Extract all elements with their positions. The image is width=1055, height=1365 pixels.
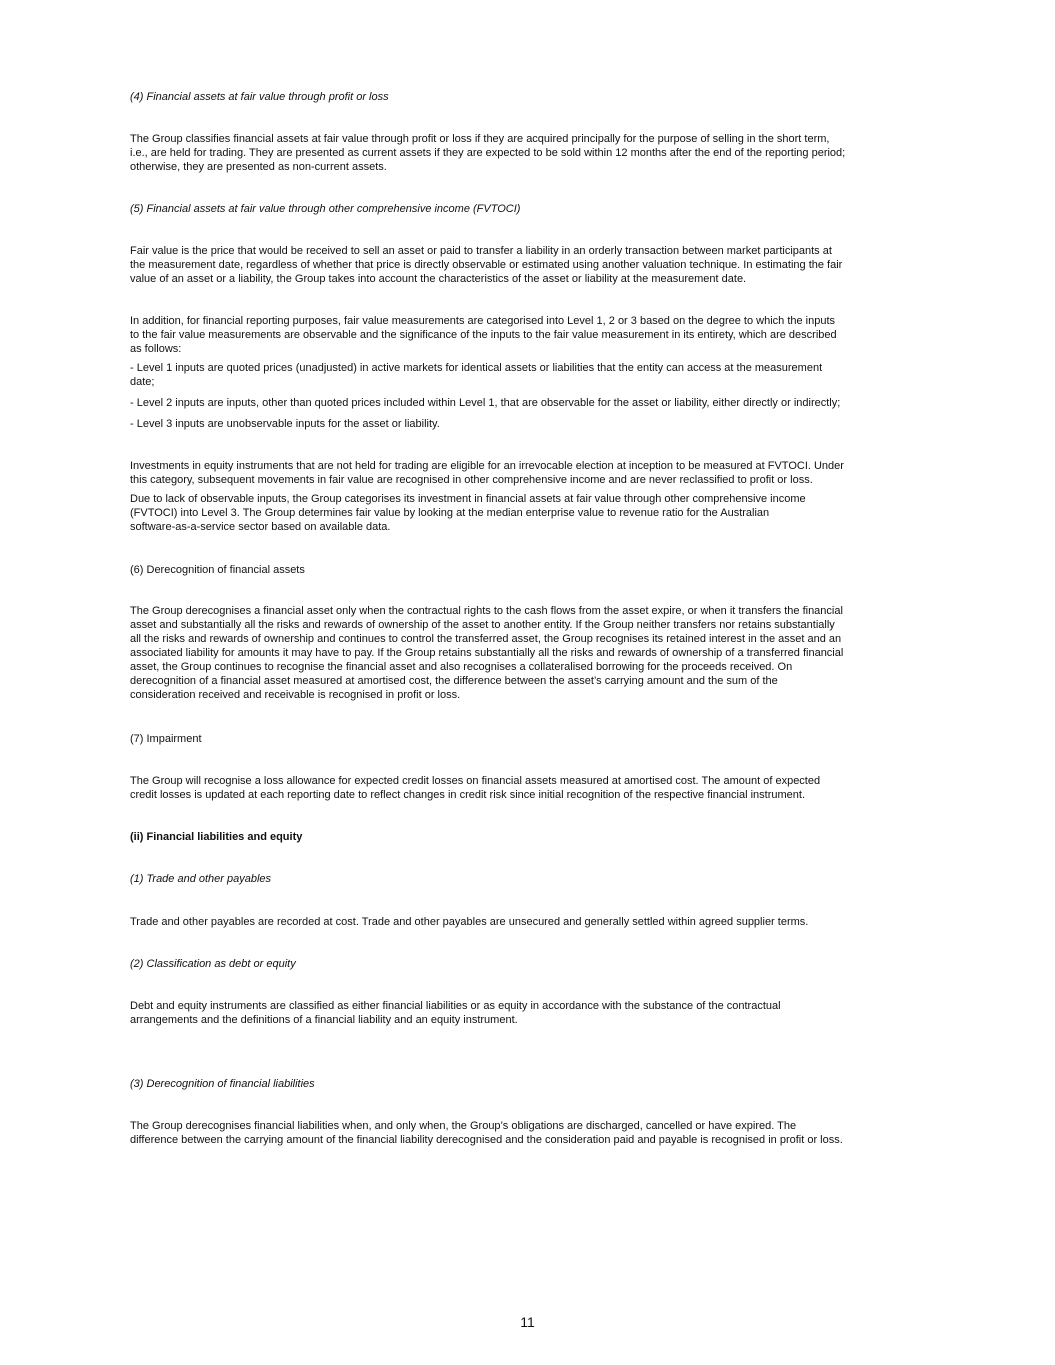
section-7-paragraph [130, 774, 940, 802]
text-line: software-as-a-service sector based on available data. [130, 521, 391, 533]
section-6-heading: (6) Derecognition of financial assets [130, 564, 305, 576]
text-line: In addition, for financial reporting purposes, fair value measurements are categorised into Level 1, 2 or 3 based on the degree to which the inputs [130, 315, 836, 327]
text-line: to the fair value measurements are observable and the significance of the inputs to the fair value measurement in its entirety, which are described [130, 329, 837, 341]
text-line: arrangements and the definitions of a financial liability and an equity instrument. [130, 1014, 518, 1026]
text-line: as follows: [130, 343, 182, 355]
text-line: Investments in equity instruments that are not held for trading are eligible for an irrevocable election at inception to be measured at FVTOCI. Under [130, 460, 844, 472]
text-line: The Group classifies financial assets at fair value through profit or loss if they are acquired principally for the purpose of selling in the short term, [130, 133, 830, 145]
text-line: (FVTOCI) into Level 3. The Group determines fair value by looking at the median enterprise value to revenue ratio for the Australian [130, 507, 770, 519]
section-4-heading: (4) Financial assets at fair value through profit or loss [130, 91, 389, 103]
text-line: The Group derecognises a financial asset only when the contractual rights to the cash flows from the asset expire, or when it transfers the financial [130, 605, 843, 617]
section-4-paragraph [130, 132, 940, 174]
trade-payables-heading: (1) Trade and other payables [130, 873, 272, 885]
debt-equity-heading: (2) Classification as debt or equity [130, 958, 296, 970]
text-line: associated liability for amounts it may have to pay. If the Group retains substantially all the risks and rewards of ownership of a transferred financial [130, 647, 844, 659]
text-line: Due to lack of observable inputs, the Group categorises its investment in financial assets at fair value through other comprehensive income [130, 493, 806, 505]
debt-equity-paragraph [130, 999, 940, 1027]
text-line: - Level 1 inputs are quoted prices (unadjusted) in active markets for identical assets or liabilities that the entity can access at the measurement [130, 362, 823, 374]
equity-investments-paragraph [130, 459, 940, 487]
text-line: consideration received and receivable is recognised in profit or loss. [130, 689, 461, 701]
liabilities-equity-heading: (ii) Financial liabilities and equity [130, 831, 303, 843]
text-line: The Group derecognises financial liabilities when, and only when, the Group’s obligations are discharged, cancelled or have expired. The [130, 1120, 797, 1132]
text-line: derecognition of a financial asset measured at amortised cost, the difference between the asset’s carrying amount and the sum of the [130, 675, 778, 687]
text-line: date; [130, 376, 155, 388]
text-line: otherwise, they are presented as non-current assets. [130, 161, 387, 173]
level-3-item: - Level 3 inputs are unobservable inputs for the asset or liability. [130, 418, 440, 430]
section-7-heading: (7) Impairment [130, 733, 202, 745]
text-line: this category, subsequent movements in fair value are recognised in other comprehensive income and are never reclassified to profit or loss. [130, 474, 813, 486]
levels-intro-paragraph [130, 314, 940, 356]
text-line: asset and substantially all the risks and rewards of ownership of the asset to another entity. If the Group neither transfers nor retains substantially [130, 619, 835, 631]
derecognition-liabilities-heading: (3) Derecognition of financial liabilities [130, 1078, 315, 1090]
text-line: Debt and equity instruments are classified as either financial liabilities or as equity in accordance with the substance of the contractual [130, 1000, 781, 1012]
text-line: Fair value is the price that would be received to sell an asset or paid to transfer a liability in an orderly transaction between market participants at [130, 245, 832, 257]
derecognition-liabilities-paragraph [130, 1119, 940, 1147]
level-2-item: - Level 2 inputs are inputs, other than quoted prices included within Level 1, that are observable for the asset or liability, either directly or indirectly; [130, 397, 841, 409]
trade-payables-paragraph: Trade and other payables are recorded at cost. Trade and other payables are unsecured and generally settled within agreed supplier terms. [130, 916, 809, 928]
text-line: difference between the carrying amount of the financial liability derecognised and the consideration paid and payable is recognised in profit or loss. [130, 1134, 843, 1146]
text-line: asset, the Group continues to recognise the financial asset and also recognises a collateralised borrowing for the proceeds received. On [130, 661, 793, 673]
level-1-item [130, 361, 940, 389]
text-line: i.e., are held for trading. They are presented as current assets if they are expected to be sold within 12 months after the end of the reporting period; [130, 147, 846, 159]
level-3-categorisation-paragraph [130, 492, 940, 534]
text-line: value of an asset or a liability, the Group takes into account the characteristics of the asset or liability at the measurement date. [130, 273, 747, 285]
text-line: The Group will recognise a loss allowance for expected credit losses on financial assets measured at amortised cost. The amount of expected [130, 775, 821, 787]
text-line: all the risks and rewards of ownership and continues to control the transferred asset, the Group recognises its retained interest in the asset and an [130, 633, 842, 645]
section-6-paragraph [130, 604, 940, 702]
fair-value-paragraph [130, 244, 940, 286]
section-5-heading: (5) Financial assets at fair value through other comprehensive income (FVTOCI) [130, 203, 521, 215]
text-line: the measurement date, regardless of whether that price is directly observable or estimated using another valuation technique. In estimating the fair [130, 259, 843, 271]
page-number: 11 [520, 1314, 535, 1330]
text-line: credit losses is updated at each reporting date to reflect changes in credit risk since initial recognition of the respective financial instrument. [130, 789, 806, 801]
